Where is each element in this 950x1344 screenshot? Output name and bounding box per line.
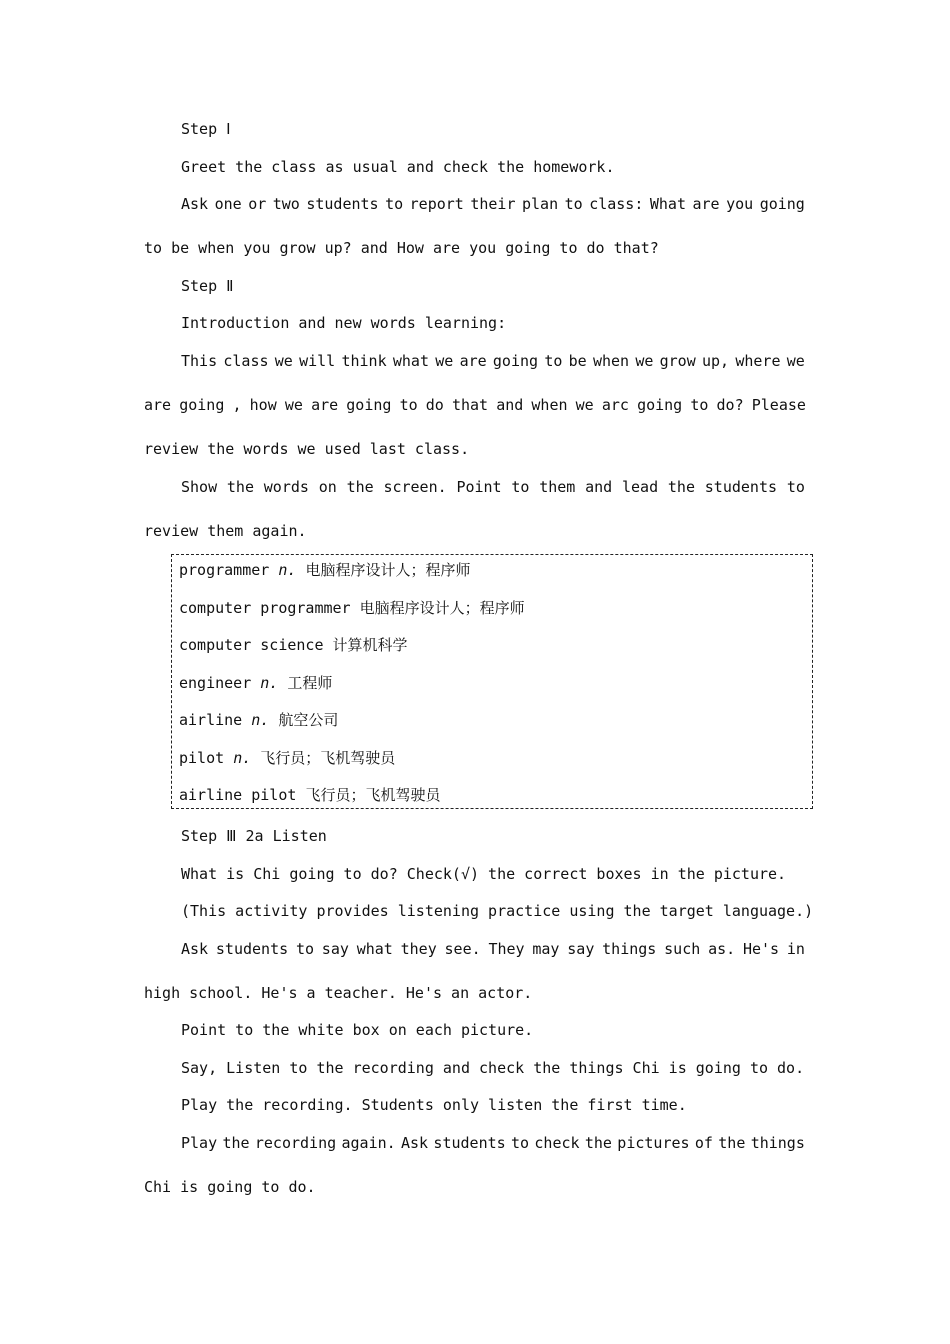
word: arc	[601, 396, 629, 414]
word: in	[786, 940, 805, 958]
word: we	[284, 396, 303, 414]
vocab-meaning: 电脑程序设计人；程序师	[305, 561, 471, 579]
word: what	[392, 352, 429, 370]
word: to	[786, 478, 805, 496]
word: the	[222, 1134, 250, 1152]
word: the	[346, 478, 374, 496]
word: as.	[708, 940, 736, 958]
word: such	[664, 940, 701, 958]
paragraph: Point to the white box on each picture.	[181, 1021, 534, 1039]
word: the	[667, 478, 695, 496]
word: how	[249, 396, 277, 414]
word: of	[694, 1134, 713, 1152]
word: recording	[254, 1134, 337, 1152]
word: pictures	[617, 1134, 690, 1152]
vocab-meaning: 计算机科学	[332, 636, 408, 654]
word: them	[539, 478, 576, 496]
word: to	[544, 352, 563, 370]
word: Please	[751, 396, 806, 414]
vocab-pos: n.	[278, 561, 297, 579]
vocab-pos: n.	[233, 749, 252, 767]
step1-heading: Step Ⅰ	[181, 120, 231, 138]
word: things	[602, 940, 657, 958]
paragraph: Say, Listen to the recording and check the things Chi is going to do.	[181, 1059, 805, 1077]
word: two	[272, 195, 300, 213]
vocab-word: programmer	[179, 561, 270, 579]
word: screen.	[383, 478, 447, 496]
paragraph-justified	[181, 351, 805, 371]
word: to	[511, 1134, 530, 1152]
word: students	[215, 940, 289, 958]
vocab-meaning: 航空公司	[278, 711, 339, 729]
word: things	[750, 1134, 805, 1152]
word: check	[534, 1134, 580, 1152]
word: we	[786, 352, 805, 370]
vocab-pos: n.	[260, 674, 279, 692]
word: their	[470, 195, 516, 213]
word: going	[492, 352, 539, 370]
word: we	[274, 352, 293, 370]
word: are	[144, 396, 172, 414]
word: students	[704, 478, 778, 496]
word: are	[311, 396, 339, 414]
word: say	[321, 940, 349, 958]
word: going	[759, 195, 805, 213]
paragraph-justified	[181, 1133, 805, 1153]
vocab-word: airline pilot	[179, 786, 297, 804]
step2-heading: Step Ⅱ	[181, 277, 234, 295]
paragraph: review them again.	[144, 522, 307, 540]
word: we	[635, 352, 654, 370]
word: think	[341, 352, 387, 370]
vocab-item	[179, 785, 440, 805]
word: we	[575, 396, 594, 414]
word: to	[511, 478, 530, 496]
word: where	[735, 352, 781, 370]
word: class	[223, 352, 269, 370]
word: see.	[444, 940, 481, 958]
vocab-word: pilot	[179, 749, 225, 767]
word: are	[692, 195, 720, 213]
word: What	[649, 195, 686, 213]
word: when	[592, 352, 630, 370]
vocab-item	[179, 710, 338, 730]
word: do	[425, 396, 444, 414]
word: the	[718, 1134, 746, 1152]
vocab-word: computer programmer	[179, 599, 351, 617]
paragraph: high school. He's a teacher. He's an actor.	[144, 984, 533, 1002]
word: words	[263, 478, 309, 496]
word: Ask	[181, 940, 209, 958]
vocab-word: engineer	[179, 674, 252, 692]
word: the	[226, 478, 254, 496]
word: Ask	[401, 1134, 429, 1152]
word: when	[531, 396, 568, 414]
word: the	[584, 1134, 612, 1152]
word: will	[299, 352, 336, 370]
paragraph: Chi is going to do.	[144, 1178, 316, 1196]
word: again.	[341, 1134, 396, 1152]
vocab-pos: n.	[251, 711, 270, 729]
paragraph-justified	[144, 395, 806, 415]
word: class:	[589, 195, 644, 213]
word: you	[726, 195, 754, 213]
word: what	[356, 940, 393, 958]
word: one	[214, 195, 242, 213]
word: grow	[659, 352, 696, 370]
vocab-word: computer science	[179, 636, 324, 654]
paragraph: (This activity provides listening practice using the target language.)	[181, 902, 814, 920]
vocabulary-box	[171, 554, 813, 809]
word: students	[433, 1134, 506, 1152]
word: Point	[456, 478, 502, 496]
word: They	[488, 940, 525, 958]
vocab-meaning: 工程师	[287, 674, 333, 692]
paragraph-justified	[181, 939, 805, 959]
word: This	[181, 352, 218, 370]
paragraph: What is Chi going to do? Check(√) the correct boxes in the picture.	[181, 865, 787, 883]
word: Ask	[181, 195, 209, 213]
paragraph-justified	[181, 194, 805, 214]
word: and	[585, 478, 613, 496]
word: to	[690, 396, 709, 414]
word: Show	[181, 478, 218, 496]
word: they	[400, 940, 437, 958]
word: to	[399, 396, 418, 414]
vocab-item	[179, 560, 470, 580]
vocab-word: airline	[179, 711, 243, 729]
word: that	[451, 396, 489, 414]
word: going	[346, 396, 392, 414]
vocab-meaning: 电脑程序设计人；程序师	[359, 599, 525, 617]
word: lead	[622, 478, 659, 496]
vocab-item	[179, 635, 408, 655]
word: ,	[232, 396, 242, 414]
word: to	[564, 195, 583, 213]
word: to	[295, 940, 314, 958]
word: plan	[522, 195, 559, 213]
paragraph-justified	[181, 477, 805, 497]
word: are	[459, 352, 487, 370]
word: on	[318, 478, 337, 496]
word: or	[248, 195, 267, 213]
paragraph: review the words we used last class.	[144, 440, 470, 458]
step3-heading: Step Ⅲ 2a Listen	[181, 827, 327, 845]
word: we	[435, 352, 454, 370]
word: up,	[702, 352, 730, 370]
word: may	[532, 940, 560, 958]
word: and	[496, 396, 524, 414]
paragraph: to be when you grow up? and How are you going to do that?	[144, 239, 659, 257]
vocab-item	[179, 748, 395, 768]
paragraph: Introduction and new words learning:	[181, 314, 507, 332]
vocab-item	[179, 598, 525, 618]
word: do?	[716, 396, 744, 414]
paragraph: Greet the class as usual and check the homework.	[181, 158, 615, 176]
word: report	[409, 195, 464, 213]
word: to	[385, 195, 404, 213]
word: Play	[181, 1134, 218, 1152]
word: say	[567, 940, 595, 958]
word: going	[179, 396, 225, 414]
word: students	[306, 195, 379, 213]
word: be	[568, 352, 587, 370]
word: going	[637, 396, 683, 414]
vocab-meaning: 飞行员；飞机驾驶员	[305, 786, 441, 804]
vocab-meaning: 飞行员；飞机驾驶员	[260, 749, 396, 767]
vocab-item	[179, 673, 332, 693]
paragraph: Play the recording. Students only listen the first time.	[181, 1096, 687, 1114]
word: He's	[742, 940, 780, 958]
